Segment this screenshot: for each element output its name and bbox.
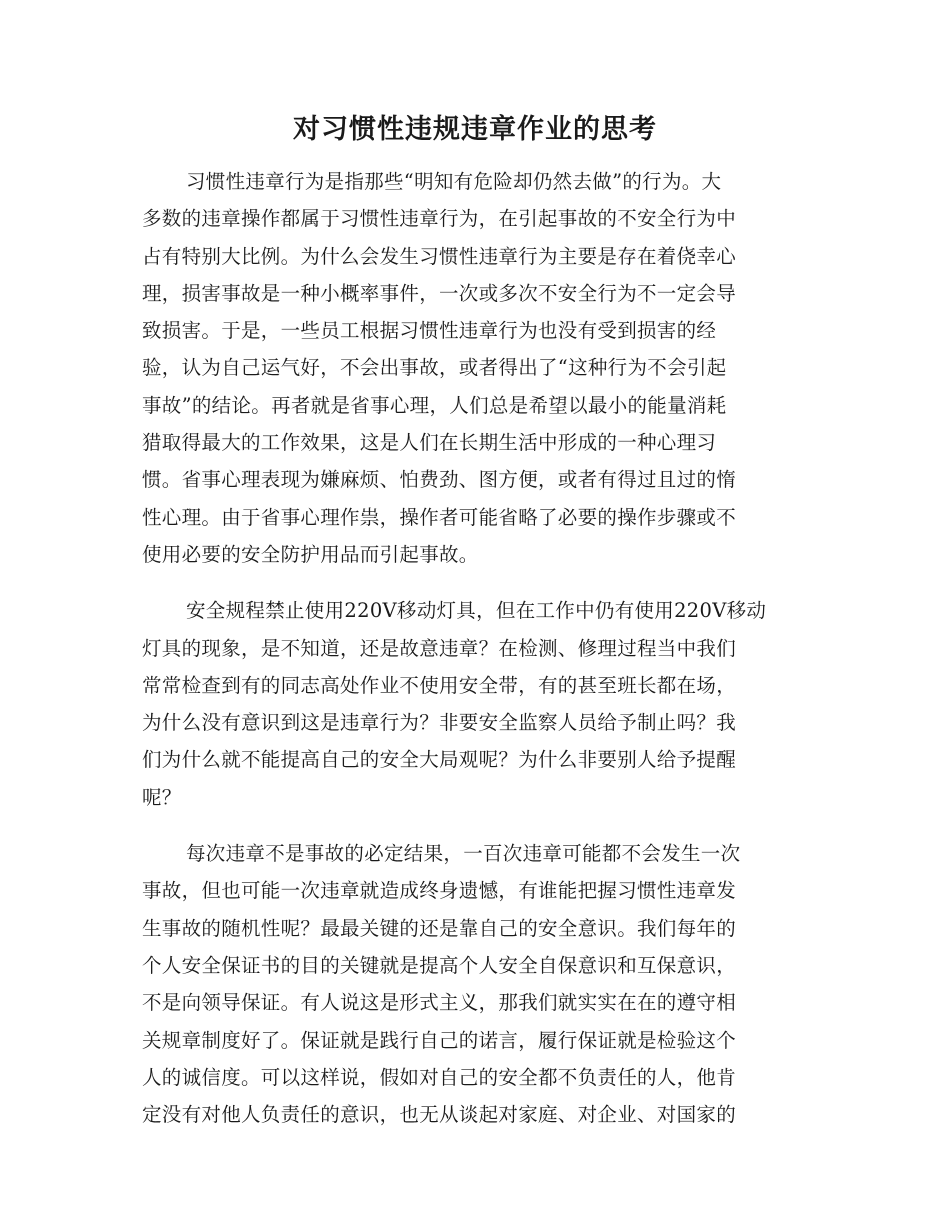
text-line: 个人安全保证书的目的关键就是提高个人安全自保意识和互保意识， [142, 953, 737, 977]
document-title: 对习惯性违规违章作业的思考 [293, 114, 657, 145]
document-body [142, 163, 807, 1133]
text-line: 猎取得最大的工作效果，这是人们在长期生活中形成的一种心理习 [142, 431, 717, 455]
text-line: 们为什么就不能提高自己的安全大局观呢？为什么非要别人给予提醒 [142, 748, 737, 772]
text-line: 验，认为自己运气好，不会出事故，或者得出了“这种行为不会引起 [142, 356, 727, 380]
text-line: 致损害。于是，一些员工根据习惯性违章行为也没有受到损害的经 [142, 319, 717, 343]
text-line: 常常检查到有的同志高处作业不使用安全带，有的甚至班长都在场， [142, 673, 737, 697]
text-line: 占有特别大比例。为什么会发生习惯性违章行为主要是存在着侥幸心 [142, 244, 737, 268]
text-line: 关规章制度好了。保证就是践行自己的诺言，履行保证就是检验这个 [142, 1028, 737, 1052]
text-line: 使用必要的安全防护用品而引起事故。 [142, 542, 479, 566]
text-line: 理，损害事故是一种小概率事件，一次或多次不安全行为不一定会导 [142, 281, 737, 305]
text-line: 多数的违章操作都属于习惯性违章行为，在引起事故的不安全行为中 [142, 207, 737, 231]
text-line: 生事故的随机性呢？最最关键的还是靠自己的安全意识。我们每年的 [142, 916, 737, 940]
text-line: 惯。省事心理表现为嫌麻烦、怕费劲、图方便，或者有得过且过的惰 [142, 468, 737, 492]
paragraph-spacer [142, 573, 807, 592]
text-line: 定没有对他人负责任的意识，也无从谈起对家庭、对企业、对国家的 [142, 1103, 737, 1127]
text-line: 人的诚信度。可以这样说，假如对自己的安全都不负责任的人，他肯 [142, 1065, 737, 1089]
text-line: 每次违章不是事故的必定结果，一百次违章可能都不会发生一次 [186, 842, 741, 866]
text-line: 为什么没有意识到这是违章行为？非要安全监察人员给予制止吗？我 [142, 711, 737, 735]
paragraph-2 [142, 592, 807, 816]
text-line: 习惯性违章行为是指那些“明知有危险却仍然去做”的行为。大 [186, 170, 722, 193]
paragraph-spacer [142, 816, 807, 835]
text-line: 灯具的现象，是不知道，还是故意违章？在检测、修理过程当中我们 [142, 636, 737, 660]
text-line: 事故”的结论。再者就是省事心理，人们总是希望以最小的能量消耗 [142, 393, 727, 417]
text-line: 性心理。由于省事心理作祟，操作者可能省略了必要的操作步骤或不 [142, 505, 737, 529]
text-line: 不是向领导保证。有人说这是形式主义，那我们就实实在在的遵守相 [142, 991, 737, 1015]
text-line: 事故，但也可能一次违章就造成终身遗憾，有谁能把握习惯性违章发 [142, 879, 737, 903]
text-line: 呢？ [142, 785, 182, 809]
paragraph-1 [142, 163, 807, 573]
text-line: 安全规程禁止使用220V移动灯具，但在工作中仍有使用220V移动 [186, 599, 767, 623]
paragraph-3 [142, 835, 807, 1133]
